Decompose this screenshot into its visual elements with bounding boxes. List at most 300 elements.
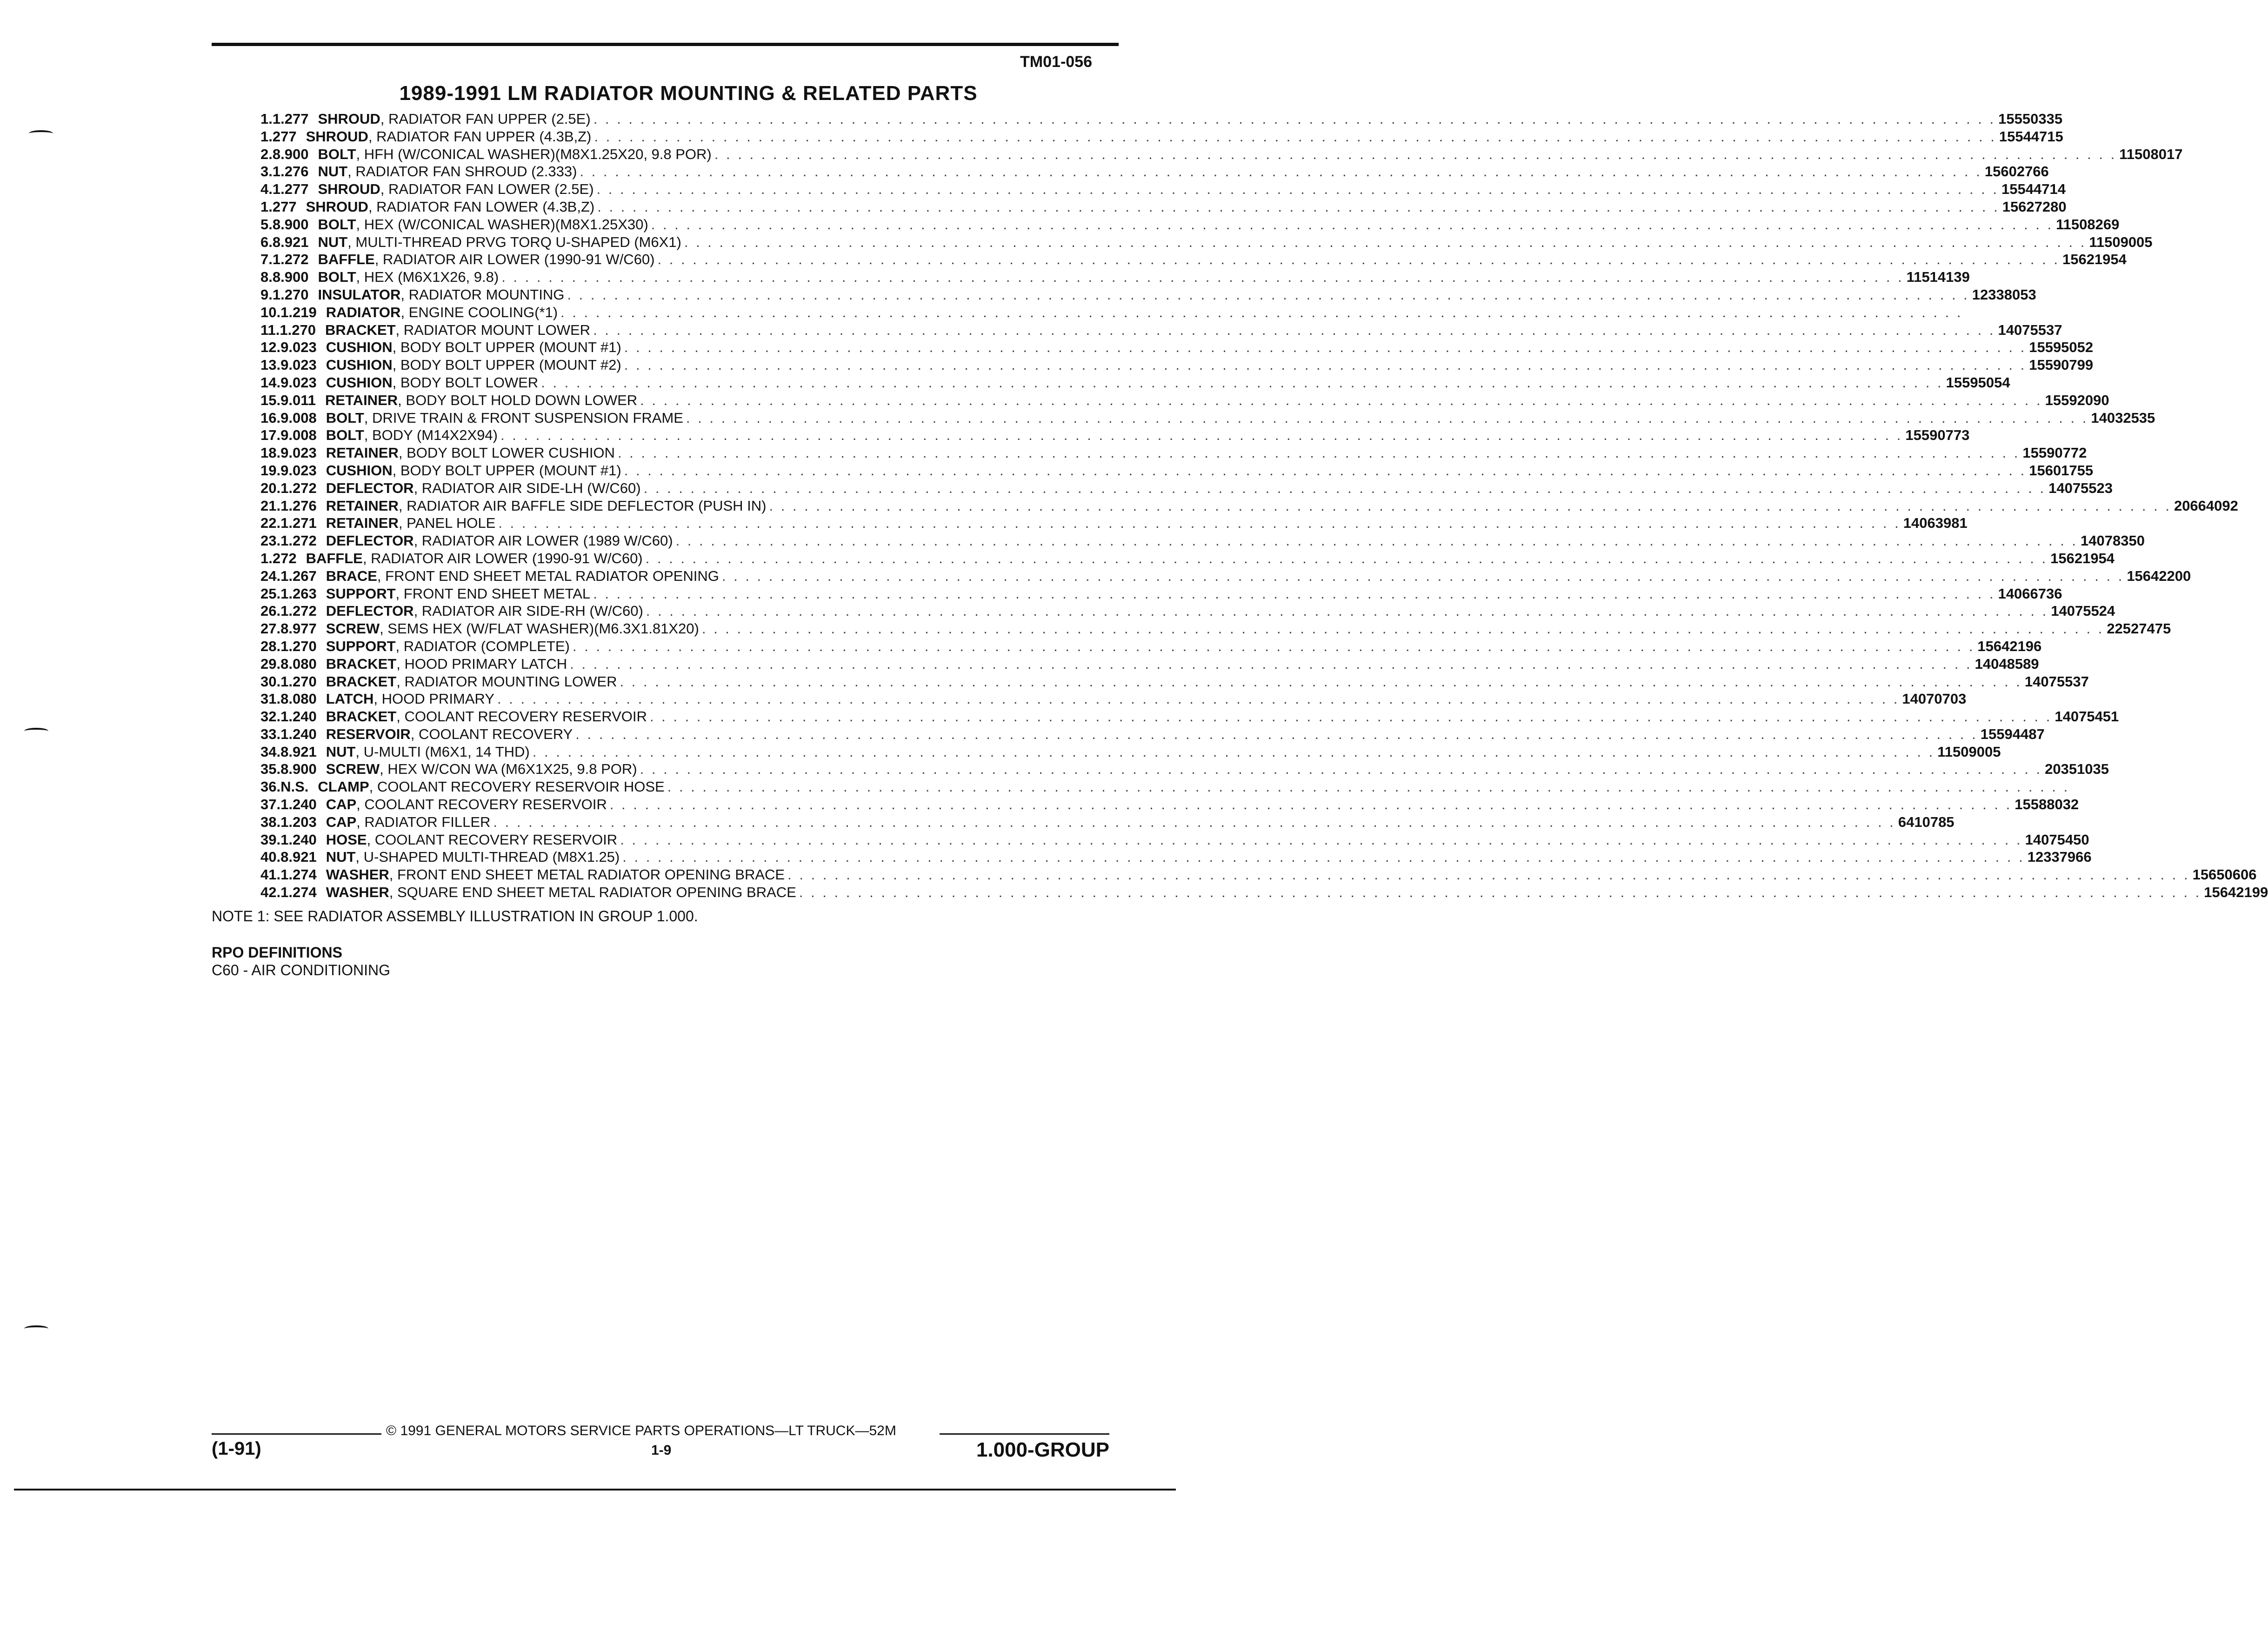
part-row [260, 796, 2079, 814]
part-detail: , FRONT END SHEET METAL RADIATOR OPENING [377, 567, 719, 584]
part-detail: , HEX (M6X1X26, 9.8) [356, 269, 499, 286]
item-number: 32. [260, 708, 281, 725]
item-number: 36. [260, 779, 281, 795]
part-name: INSULATOR [318, 286, 401, 303]
group-number: 1.277 [260, 198, 297, 215]
group-number: 1.240 [280, 796, 317, 813]
leader-dots: . . . . . . . . . . . . . . . . . . . . . . . . . . . . . . . . . . . . . . . . . . . . . . . . . . . . . . . . . . . . . . . . . . . . . . . . . . . . . . . . . . . . . . . . . . . . . . . . . . . . . . . . . . . . . . . . . . . . . . . . [570, 655, 1972, 672]
leader-dots: . . . . . . . . . . . . . . . . . . . . . . . . . . . . . . . . . . . . . . . . . . . . . . . . . . . . . . . . . . . . . . . . . . . . . . . . . . . . . . . . . . . . . . . . . . . . . . . . . . . . . . . . . . . . . . . . . . . . . . . . [567, 286, 1969, 303]
part-description [326, 339, 2029, 356]
part-number: 15595054 [1946, 374, 2010, 391]
part-row [260, 849, 2092, 866]
group-number: 1.270 [280, 321, 316, 338]
part-row [260, 725, 2045, 744]
part-detail: , RADIATOR MOUNTING LOWER [396, 673, 617, 690]
part-name: BRACKET [326, 655, 397, 672]
item-number: 2. [260, 146, 273, 162]
part-number: 11509005 [1937, 743, 2001, 760]
item-number: 29. [260, 655, 281, 672]
part-description [306, 550, 2051, 567]
group-number: 8.977 [280, 620, 317, 637]
group-number: 9.023 [280, 445, 317, 461]
part-row [260, 146, 2183, 164]
leader-dots: . . . . . . . . . . . . . . . . . . . . . . . . . . . . . . . . . . . . . . . . . . . . . . . . . . . . . . . . . . . . . . . . . . . . . . . . . . . . . . . . . . . . . . . . . . . . . . . . . . . . . . . . . . . . . . . . . . . . . . . . [721, 567, 2124, 584]
part-description [318, 163, 1984, 180]
leader-dots: . . . . . . . . . . . . . . . . . . . . . . . . . . . . . . . . . . . . . . . . . . . . . . . . . . . . . . . . . . . . . . . . . . . . . . . . . . . . . . . . . . . . . . . . . . . . . . . . . . . . . . . . . . . . . . . . . . . . . . . . [541, 374, 1943, 391]
part-number: 15601755 [2029, 462, 2094, 479]
part-description [326, 480, 2048, 497]
group-number: 1.240 [280, 831, 317, 848]
part-row [260, 111, 2063, 128]
part-row [260, 427, 1970, 445]
part-description [326, 744, 1938, 760]
part-description [326, 410, 2091, 426]
part-number: 14075450 [2025, 831, 2089, 848]
group-number: 1.240 [280, 708, 317, 725]
group-number: 1.270 [272, 286, 309, 303]
part-description [325, 392, 2045, 409]
part-name: BRACKET [326, 673, 397, 690]
part-detail: , RADIATOR MOUNTING [400, 286, 565, 303]
part-row [260, 462, 2094, 480]
part-description [318, 779, 2072, 795]
part-row [260, 779, 2070, 796]
item-number: 26. [260, 603, 281, 619]
part-detail: , BODY (M14X2X94) [364, 427, 498, 444]
part-row [260, 866, 2257, 884]
part-row [260, 761, 2109, 779]
part-number: 14075524 [2051, 603, 2115, 619]
item-number: 1. [260, 111, 273, 127]
item-number: 39. [260, 831, 281, 848]
part-number: 14078350 [2081, 532, 2145, 549]
part-row [260, 181, 2066, 199]
leader-dots: . . . . . . . . . . . . . . . . . . . . . . . . . . . . . . . . . . . . . . . . . . . . . . . . . . . . . . . . . . . . . . . . . . . . . . . . . . . . . . . . . . . . . . . . . . . . . . . . . . . . . . . . . . . . . . . . . . . . . . . . [609, 796, 2012, 813]
part-detail: , RADIATOR MOUNT LOWER [395, 321, 591, 338]
leader-dots: . . . . . . . . . . . . . . . . . . . . . . . . . . . . . . . . . . . . . . . . . . . . . . . . . . . . . . . . . . . . . . . . . . . . . . . . . . . . . . . . . . . . . . . . . . . . . . . . . . . . . . . . . . . . . . . . . . . . . . . . [624, 339, 2027, 356]
group-number: 1.274 [280, 866, 317, 883]
part-name: CAP [326, 796, 357, 813]
group-number: 1.203 [280, 813, 317, 830]
revision-date: (1-91) [212, 1438, 261, 1459]
item-number: 13. [260, 357, 281, 373]
copyright-text: © 1991 GENERAL MOTORS SERVICE PARTS OPERATIONS—LT TRUCK—52M [386, 1423, 896, 1438]
part-number: 15642199 [2204, 884, 2268, 901]
part-name: BAFFLE [318, 251, 375, 268]
part-detail: , BODY BOLT LOWER CUSHION [398, 445, 615, 461]
item-number: 9. [260, 286, 273, 303]
part-name: SHROUD [318, 181, 380, 198]
part-number: 22527475 [2107, 620, 2171, 637]
leader-dots: . . . . . . . . . . . . . . . . . . . . . . . . . . . . . . . . . . . . . . . . . . . . . . . . . . . . . . . . . . . . . . . . . . . . . . . . . . . . . . . . . . . . . . . . . . . . . . . . . . . . . . . . . . . . . . . . . . . . . . . . [500, 427, 1903, 444]
part-description [326, 445, 2023, 461]
part-description [306, 128, 1999, 145]
part-detail: , RADIATOR FAN UPPER (4.3B,Z) [368, 128, 592, 145]
group-number: 1.277 [272, 181, 309, 198]
group-number: 8.921 [280, 743, 317, 760]
part-name: CAP [326, 813, 357, 830]
part-name: BRACE [326, 567, 377, 584]
part-row [260, 532, 2145, 550]
part-number: 14070703 [1902, 691, 1967, 707]
item-number: 18. [260, 445, 281, 461]
item-number: 24. [260, 567, 281, 584]
group-number: 9.011 [280, 392, 316, 408]
item-number: 14. [260, 374, 281, 391]
part-name: LATCH [326, 691, 374, 707]
part-detail: , HOOD PRIMARY LATCH [396, 655, 567, 672]
group-number: 1.270 [280, 673, 317, 690]
part-row [260, 638, 2042, 656]
part-description [326, 884, 2204, 901]
part-name: DEFLECTOR [326, 603, 414, 619]
part-row [260, 813, 1954, 832]
part-number: 11508017 [2119, 146, 2183, 162]
part-row [260, 691, 1967, 708]
part-name: SHROUD [306, 128, 368, 145]
group-number: 1.276 [280, 497, 317, 514]
part-name: NUT [326, 743, 356, 760]
part-detail: , RADIATOR FAN LOWER (4.3B,Z) [368, 198, 595, 215]
part-detail: , RADIATOR FAN SHROUD (2.333) [347, 163, 577, 180]
page-number: 1-9 [651, 1443, 672, 1458]
item-number: 19. [260, 462, 281, 479]
part-number: 20664092 [2174, 497, 2238, 514]
item-number: 17. [260, 427, 281, 444]
part-name: RETAINER [326, 515, 399, 532]
part-name: SHROUD [318, 111, 380, 127]
item-number: 10. [260, 304, 281, 320]
item-number: 30. [260, 673, 281, 690]
item-number: 31. [260, 691, 281, 707]
part-detail: , FRONT END SHEET METAL [395, 585, 591, 602]
part-description [326, 427, 1906, 444]
document-code: TM01-056 [1020, 53, 1092, 71]
part-detail: , COOLANT RECOVERY RESERVOIR [396, 708, 647, 725]
part-name: BOLT [326, 409, 364, 426]
part-description [318, 146, 2119, 163]
part-detail: , RADIATOR (COMPLETE) [395, 638, 570, 654]
group-number: 1.272 [280, 603, 317, 619]
part-number: 15592090 [2045, 392, 2109, 408]
group-number: 8.900 [272, 216, 309, 233]
part-description [318, 269, 1906, 286]
part-row [260, 673, 2089, 691]
leader-dots: . . . . . . . . . . . . . . . . . . . . . . . . . . . . . . . . . . . . . . . . . . . . . . . . . . . . . . . . . . . . . . . . . . . . . . . . . . . . . . . . . . . . . . . . . . . . . . . . . . . . . . . . . . . . . . . . . . . . . . . . [593, 111, 1996, 127]
group-number: 1.267 [280, 567, 317, 584]
group-number: 1.271 [280, 515, 317, 532]
binder-hole-mark [29, 130, 53, 137]
part-row [260, 233, 2153, 252]
leader-dots: . . . . . . . . . . . . . . . . . . . . . . . . . . . . . . . . . . . . . . . . . . . . . . . . . . . . . . . . . . . . . . . . . . . . . . . . . . . . . . . . . . . . . . . . . . . . . . . . . . . . . . . . . . . . . . . . . . . . . . . . [643, 479, 2046, 496]
part-detail: , COOLANT RECOVERY [410, 725, 573, 742]
part-number: 12337966 [2027, 849, 2092, 865]
part-number: 15621954 [2050, 550, 2115, 566]
group-number: 1.272 [272, 251, 309, 268]
part-row [260, 357, 2094, 374]
part-row [260, 708, 2119, 726]
leader-dots: . . . . . . . . . . . . . . . . . . . . . . . . . . . . . . . . . . . . . . . . . . . . . . . . . . . . . . . . . . . . . . . . . . . . . . . . . . . . . . . . . . . . . . . . . . . . . . . . . . . . . . . . . . . . . . . . . . . . . . . . [620, 831, 2022, 848]
part-number: 15595052 [2029, 339, 2094, 356]
item-number: 21. [260, 497, 281, 514]
part-name: CUSHION [326, 339, 393, 356]
part-row [260, 479, 2113, 498]
group-number: 9.008 [280, 427, 317, 444]
part-name: DEFLECTOR [326, 479, 414, 496]
part-row [260, 304, 1963, 322]
part-row [260, 585, 2062, 603]
leader-dots: . . . . . . . . . . . . . . . . . . . . . . . . . . . . . . . . . . . . . . . . . . . . . . . . . . . . . . . . . . . . . . . . . . . . . . . . . . . . . . . . . . . . . . . . . . . . . . . . . . . . . . . . . . . . . . . . . . . . . . . . [714, 146, 2117, 162]
part-name: RETAINER [326, 445, 399, 461]
item-number: 42. [260, 884, 281, 901]
part-description [326, 357, 2029, 373]
item-number: 20. [260, 479, 281, 496]
leader-dots: . . . . . . . . . . . . . . . . . . . . . . . . . . . . . . . . . . . . . . . . . . . . . . . . . . . . . . . . . . . . . . . . . . . . . . . . . . . . . . . . . . . . . . . . . . . . . . . . . . . . . . . . . . . . . . . . . . . . . . . . [769, 497, 2171, 514]
part-name: NUT [326, 849, 356, 865]
part-detail: , SEMS HEX (W/FLAT WASHER)(M6.3X1.81X20) [380, 620, 699, 637]
item-number: 41. [260, 866, 281, 883]
group-number: 1.219 [280, 304, 317, 320]
leader-dots: . . . . . . . . . . . . . . . . . . . . . . . . . . . . . . . . . . . . . . . . . . . . . . . . . . . . . . . . . . . . . . . . . . . . . . . . . . . . . . . . . . . . . . . . . . . . . . . . . . . . . . . . . . . . . . . . . . . . . . . . [640, 392, 2042, 408]
part-number: 15594487 [1980, 725, 2045, 742]
part-description [318, 234, 2089, 251]
part-number: 15642200 [2127, 567, 2191, 584]
group-number: 1.240 [280, 725, 317, 742]
part-number: 15627280 [2002, 198, 2067, 215]
part-row [260, 392, 2109, 410]
part-row [260, 743, 2001, 761]
part-detail: , RADIATOR FILLER [356, 813, 491, 830]
part-row [260, 339, 2094, 357]
part-number: 11509005 [2089, 233, 2153, 250]
group-number: 9.023 [280, 462, 317, 479]
group-number: 1.276 [272, 163, 309, 180]
part-detail: , COOLANT RECOVERY RESERVOIR [367, 831, 618, 848]
leader-dots: . . . . . . . . . . . . . . . . . . . . . . . . . . . . . . . . . . . . . . . . . . . . . . . . . . . . . . . . . . . . . . . . . . . . . . . . . . . . . . . . . . . . . . . . . . . . . . . . . . . . . . . . . . . . . . . . . . . . . . . . [645, 550, 2048, 566]
leader-dots: . . . . . . . . . . . . . . . . . . . . . . . . . . . . . . . . . . . . . . . . . . . . . . . . . . . . . . . . . . . . . . . . . . . . . . . . . . . . . . . . . . . . . . . . . . . . . . . . . . . . . . . . . . . . . . . . . . . . . . . . [501, 269, 1904, 286]
part-description [326, 796, 2015, 813]
part-description [326, 515, 1903, 532]
part-number: 20351035 [2045, 761, 2109, 778]
part-row [260, 216, 2120, 234]
part-description [325, 322, 1998, 339]
group-number: 8.080 [280, 691, 317, 707]
part-row [260, 515, 1968, 532]
part-description [326, 708, 2055, 725]
leader-dots: . . . . . . . . . . . . . . . . . . . . . . . . . . . . . . . . . . . . . . . . . . . . . . . . . . . . . . . . . . . . . . . . . . . . . . . . . . . . . . . . . . . . . . . . . . . . . . . . . . . . . . . . . . . . . . . . . . . . . . . . [572, 638, 1975, 654]
item-number: 8. [260, 269, 273, 286]
part-row [260, 269, 1970, 286]
part-description [326, 374, 1946, 391]
part-detail: , BODY BOLT LOWER [392, 374, 539, 391]
binder-hole-mark [24, 728, 48, 734]
part-detail: , COOLANT RECOVERY RESERVOIR HOSE [369, 779, 665, 795]
item-number: 28. [260, 638, 281, 654]
group-number: 9.008 [280, 409, 317, 426]
group-number: 9.023 [280, 339, 317, 356]
part-detail: , HEX (W/CONICAL WASHER)(M8X1.25X30) [356, 216, 648, 233]
part-detail: , MULTI-THREAD PRVG TORQ U-SHAPED (M6X1) [347, 233, 681, 250]
part-row [260, 497, 2238, 515]
part-number: 14075451 [2055, 708, 2119, 725]
part-row [260, 163, 2049, 181]
group-number: 8.900 [280, 761, 317, 778]
part-detail: , HFH (W/CONICAL WASHER)(M8X1.25X20, 9.8 POR) [356, 146, 712, 162]
part-name: BRACKET [325, 321, 396, 338]
part-name: SHROUD [306, 198, 368, 215]
part-name: SUPPORT [326, 638, 396, 654]
part-number: 11514139 [1906, 269, 1970, 286]
part-row [260, 445, 2087, 462]
part-row [260, 655, 2039, 673]
part-name: NUT [318, 163, 348, 180]
part-row [260, 884, 2268, 902]
leader-dots: . . . . . . . . . . . . . . . . . . . . . . . . . . . . . . . . . . . . . . . . . . . . . . . . . . . . . . . . . . . . . . . . . . . . . . . . . . . . . . . . . . . . . . . . . . . . . . . . . . . . . . . . . . . . . . . . . . . . . . . . [560, 304, 1963, 320]
part-detail: , U-MULTI (M6X1, 14 THD) [355, 743, 530, 760]
part-description [326, 498, 2174, 514]
footer-rule-right [940, 1433, 1109, 1435]
part-description [326, 532, 2081, 549]
group-number: 1.270 [280, 638, 317, 654]
part-name: CLAMP [318, 779, 369, 795]
part-detail: , RADIATOR FAN LOWER (2.5E) [380, 181, 594, 198]
part-row [260, 251, 2127, 269]
group-number: 1.272 [260, 550, 297, 566]
part-number: 15590773 [1905, 427, 1970, 444]
part-description [326, 726, 1981, 743]
part-number: 14066736 [1998, 585, 2062, 602]
part-description [326, 603, 2051, 619]
part-description [326, 656, 1975, 672]
group-number: 1.277 [260, 128, 297, 145]
part-detail: , RADIATOR AIR SIDE-RH (W/C60) [414, 603, 643, 619]
leader-dots: . . . . . . . . . . . . . . . . . . . . . . . . . . . . . . . . . . . . . . . . . . . . . . . . . . . . . . . . . . . . . . . . . . . . . . . . . . . . . . . . . . . . . . . . . . . . . . . . . . . . . . . . . . . . . . . . . . . . . . . . [532, 743, 1935, 760]
item-number: 5. [260, 216, 273, 233]
part-name: RADIATOR [326, 304, 401, 320]
item-number: 34. [260, 743, 281, 760]
part-name: SCREW [326, 620, 380, 637]
leader-dots: . . . . . . . . . . . . . . . . . . . . . . . . . . . . . . . . . . . . . . . . . . . . . . . . . . . . . . . . . . . . . . . . . . . . . . . . . . . . . . . . . . . . . . . . . . . . . . . . . . . . . . . . . . . . . . . . . . . . . . . . [667, 779, 2070, 795]
part-description [318, 216, 2056, 233]
leader-dots: . . . . . . . . . . . . . . . . . . . . . . . . . . . . . . . . . . . . . . . . . . . . . . . . . . . . . . . . . . . . . . . . . . . . . . . . . . . . . . . . . . . . . . . . . . . . . . . . . . . . . . . . . . . . . . . . . . . . . . . . [622, 849, 2025, 865]
part-description [326, 849, 2028, 865]
leader-dots: . . . . . . . . . . . . . . . . . . . . . . . . . . . . . . . . . . . . . . . . . . . . . . . . . . . . . . . . . . . . . . . . . . . . . . . . . . . . . . . . . . . . . . . . . . . . . . . . . . . . . . . . . . . . . . . . . . . . . . . . [497, 691, 1900, 707]
part-detail: , RADIATOR AIR SIDE-LH (W/C60) [414, 479, 641, 496]
leader-dots: . . . . . . . . . . . . . . . . . . . . . . . . . . . . . . . . . . . . . . . . . . . . . . . . . . . . . . . . . . . . . . . . . . . . . . . . . . . . . . . . . . . . . . . . . . . . . . . . . . . . . . . . . . . . . . . . . . . . . . . . [498, 515, 1901, 532]
part-name: RETAINER [325, 392, 398, 408]
part-description [318, 251, 2062, 268]
part-detail: , BODY BOLT UPPER (MOUNT #2) [392, 357, 621, 373]
part-detail: , RADIATOR AIR LOWER (1989 W/C60) [414, 532, 673, 549]
item-number: 6. [260, 233, 273, 250]
part-detail: , RADIATOR AIR BAFFLE SIDE DEFLECTOR (PUSH IN) [398, 497, 767, 514]
part-row [260, 603, 2115, 620]
part-name: BOLT [318, 216, 356, 233]
part-number: 15544714 [2001, 181, 2066, 198]
part-description [306, 199, 2002, 215]
part-number: 15544715 [1999, 128, 2063, 145]
leader-dots: . . . . . . . . . . . . . . . . . . . . . . . . . . . . . . . . . . . . . . . . . . . . . . . . . . . . . . . . . . . . . . . . . . . . . . . . . . . . . . . . . . . . . . . . . . . . . . . . . . . . . . . . . . . . . . . . . . . . . . . . [593, 321, 1995, 338]
group-number: 1.272 [280, 532, 317, 549]
part-number: 14032535 [2091, 409, 2155, 426]
part-name: HOSE [326, 831, 367, 848]
leader-dots: . . . . . . . . . . . . . . . . . . . . . . . . . . . . . . . . . . . . . . . . . . . . . . . . . . . . . . . . . . . . . . . . . . . . . . . . . . . . . . . . . . . . . . . . . . . . . . . . . . . . . . . . . . . . . . . . . . . . . . . . [684, 233, 2087, 250]
part-row [260, 550, 2115, 568]
part-description [326, 814, 1898, 831]
leader-dots: . . . . . . . . . . . . . . . . . . . . . . . . . . . . . . . . . . . . . . . . . . . . . . . . . . . . . . . . . . . . . . . . . . . . . . . . . . . . . . . . . . . . . . . . . . . . . . . . . . . . . . . . . . . . . . . . . . . . . . . . [701, 620, 2104, 637]
part-number: 14075537 [1998, 321, 2062, 338]
part-description [318, 181, 2001, 198]
part-name: DEFLECTOR [326, 532, 414, 549]
leader-dots: . . . . . . . . . . . . . . . . . . . . . . . . . . . . . . . . . . . . . . . . . . . . . . . . . . . . . . . . . . . . . . . . . . . . . . . . . . . . . . . . . . . . . . . . . . . . . . . . . . . . . . . . . . . . . . . . . . . . . . . . [594, 128, 1996, 145]
part-row [260, 409, 2155, 427]
rpo-definition: C60 - AIR CONDITIONING [212, 962, 391, 978]
part-description [326, 691, 1902, 707]
part-description [326, 638, 1978, 655]
part-name: BOLT [318, 146, 356, 162]
part-detail: , ENGINE COOLING(*1) [400, 304, 558, 320]
group-number: 9.023 [280, 357, 317, 373]
leader-dots: . . . . . . . . . . . . . . . . . . . . . . . . . . . . . . . . . . . . . . . . . . . . . . . . . . . . . . . . . . . . . . . . . . . . . . . . . . . . . . . . . . . . . . . . . . . . . . . . . . . . . . . . . . . . . . . . . . . . . . . . [675, 532, 2078, 549]
part-name: CUSHION [326, 374, 393, 391]
leader-dots: . . . . . . . . . . . . . . . . . . . . . . . . . . . . . . . . . . . . . . . . . . . . . . . . . . . . . . . . . . . . . . . . . . . . . . . . . . . . . . . . . . . . . . . . . . . . . . . . . . . . . . . . . . . . . . . . . . . . . . . . [575, 725, 1978, 742]
leader-dots: . . . . . . . . . . . . . . . . . . . . . . . . . . . . . . . . . . . . . . . . . . . . . . . . . . . . . . . . . . . . . . . . . . . . . . . . . . . . . . . . . . . . . . . . . . . . . . . . . . . . . . . . . . . . . . . . . . . . . . . . [799, 884, 2201, 901]
part-number: 14075537 [2024, 673, 2089, 690]
group-number: 1.263 [280, 585, 317, 602]
group-number: 8.900 [272, 269, 309, 286]
item-number: 7. [260, 251, 273, 268]
group-number: 1.272 [280, 479, 317, 496]
leader-dots: . . . . . . . . . . . . . . . . . . . . . . . . . . . . . . . . . . . . . . . . . . . . . . . . . . . . . . . . . . . . . . . . . . . . . . . . . . . . . . . . . . . . . . . . . . . . . . . . . . . . . . . . . . . . . . . . . . . . . . . . [617, 445, 2020, 461]
item-number: 3. [260, 163, 273, 180]
part-detail: , BODY BOLT HOLD DOWN LOWER [398, 392, 638, 408]
part-description [326, 586, 1998, 602]
page-title: 1989-1991 LM RADIATOR MOUNTING & RELATED PARTS [399, 82, 978, 105]
part-row [260, 128, 2063, 146]
part-number: 15602766 [1984, 163, 2049, 180]
part-detail: , FRONT END SHEET METAL RADIATOR OPENING BRACE [389, 866, 785, 883]
part-number: 12338053 [1972, 286, 2036, 303]
part-number: 15590799 [2029, 357, 2094, 373]
part-name: BOLT [326, 427, 364, 444]
part-description [318, 286, 1972, 303]
part-row [260, 620, 2171, 638]
part-row [260, 567, 2191, 586]
part-name: CUSHION [326, 357, 393, 373]
part-name: SUPPORT [326, 585, 396, 602]
part-number: 14063981 [1903, 515, 1968, 532]
leader-dots: . . . . . . . . . . . . . . . . . . . . . . . . . . . . . . . . . . . . . . . . . . . . . . . . . . . . . . . . . . . . . . . . . . . . . . . . . . . . . . . . . . . . . . . . . . . . . . . . . . . . . . . . . . . . . . . . . . . . . . . . [686, 409, 2088, 426]
part-number: 11508269 [2056, 216, 2120, 233]
item-number: 27. [260, 620, 281, 637]
part-name: NUT [318, 233, 348, 250]
part-detail: , RADIATOR AIR LOWER (1990-91 W/C60) [374, 251, 655, 268]
part-row [260, 374, 2010, 392]
leader-dots: . . . . . . . . . . . . . . . . . . . . . . . . . . . . . . . . . . . . . . . . . . . . . . . . . . . . . . . . . . . . . . . . . . . . . . . . . . . . . . . . . . . . . . . . . . . . . . . . . . . . . . . . . . . . . . . . . . . . . . . . [580, 163, 1982, 180]
part-number: 14075523 [2048, 479, 2113, 496]
part-detail: , RADIATOR FAN UPPER (2.5E) [380, 111, 591, 127]
part-detail: , BODY BOLT UPPER (MOUNT #1) [392, 462, 621, 479]
item-number: 35. [260, 761, 281, 778]
part-description [326, 673, 2025, 690]
rpo-heading: RPO DEFINITIONS [212, 944, 342, 961]
part-row [260, 198, 2067, 216]
group-label: 1.000-GROUP [976, 1438, 1109, 1461]
leader-dots: . . . . . . . . . . . . . . . . . . . . . . . . . . . . . . . . . . . . . . . . . . . . . . . . . . . . . . . . . . . . . . . . . . . . . . . . . . . . . . . . . . . . . . . . . . . . . . . . . . . . . . . . . . . . . . . . . . . . . . . . [649, 708, 2052, 725]
part-row [260, 831, 2089, 849]
group-number: 8.921 [272, 233, 309, 250]
part-description [318, 111, 1998, 127]
